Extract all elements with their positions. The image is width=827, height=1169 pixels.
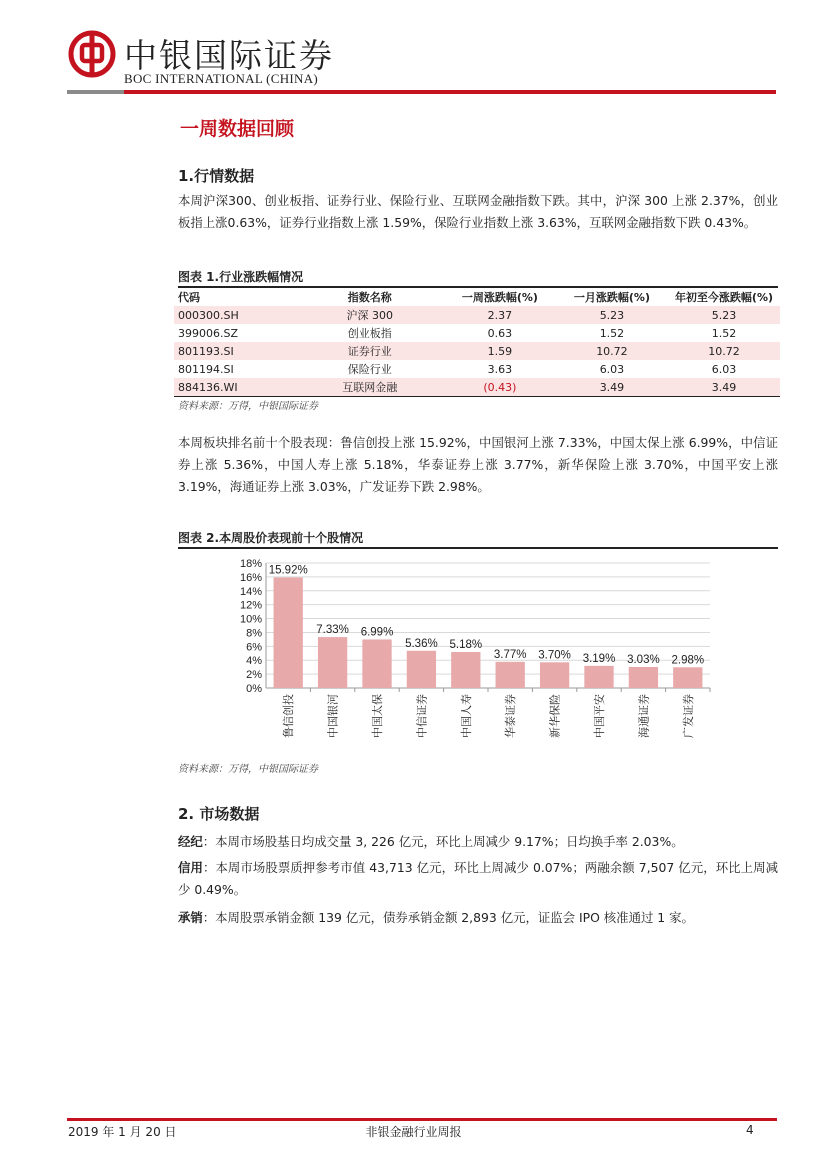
x-category-label: 中国人寿: [459, 694, 473, 738]
data-label: 3.70%: [538, 649, 571, 662]
table-cell: 创业板指: [347, 327, 392, 340]
boc-logo-icon: [68, 30, 116, 78]
section-title: 一周数据回顾: [180, 118, 295, 140]
bar: [584, 666, 613, 688]
brand-name-en: BOC INTERNATIONAL (CHINA): [124, 71, 319, 86]
table-cell: 互联网金融: [296, 378, 444, 397]
x-category-label: 中国太保: [371, 694, 384, 738]
table-cell: 1.52: [711, 326, 737, 340]
table-header-row: [174, 288, 780, 306]
bar: [407, 651, 436, 688]
data-label: 6.99%: [360, 626, 394, 639]
market-heading: 1.行情数据: [178, 167, 255, 185]
table-cell: 1.52: [599, 326, 625, 340]
table-header-cell: 指数名称: [347, 291, 392, 304]
table-cell: 沪深 300: [296, 306, 444, 324]
table-cell: 6.03: [711, 362, 737, 376]
underwriting-text: ：本周股票承销金额 139 亿元，债券承销金额 2,893 亿元，证监会 IPO 核准通过 1 家。: [202, 910, 694, 925]
y-tick-label: 0%: [246, 683, 262, 695]
x-category-label: 中国银河: [326, 694, 340, 738]
table-source-note: 资料来源：万得，中银国际证券: [178, 401, 318, 412]
market-paragraph: 本周沪深300、创业板指、证券行业、保险行业、互联网金融指数下跌。其中，沪深 300 上涨 2.37%，创业板指上涨0.63%，证券行业指数上涨 1.59%，保险行业指数上涨 3.63%，互联网金融指数下跌 0.43%。: [178, 193, 778, 230]
bar: [629, 667, 658, 688]
table-cell: 保险行业: [347, 363, 392, 376]
table-cell: 6.03: [599, 362, 625, 376]
table-cell: 000300.SH: [174, 306, 296, 324]
table-cell: 5.23: [556, 306, 668, 324]
table-cell: 0.63: [487, 326, 513, 340]
bar: [274, 577, 303, 688]
chart-figure-title: 图表 2.本周股价表现前十个股情况: [178, 531, 364, 545]
y-tick-label: 12%: [239, 599, 262, 612]
x-category-label: 海通证券: [637, 694, 651, 738]
table-header-cell: 一月涨跌幅(%): [573, 291, 650, 304]
underwriting-paragraph: [178, 907, 778, 929]
y-tick-label: 18%: [239, 558, 262, 570]
table-cell: 884136.WI: [174, 378, 296, 397]
table-row: [174, 324, 780, 342]
bar-chart: [178, 553, 738, 753]
industry-table: [174, 288, 780, 397]
page-number: 4: [746, 1123, 754, 1137]
brokerage-label: 经纪: [178, 834, 203, 849]
table-row: [174, 342, 780, 360]
x-category-label: 华泰证券: [504, 694, 518, 738]
data-label: 3.19%: [582, 652, 616, 665]
table-cell: 399006.SZ: [178, 326, 239, 340]
y-tick-label: 2%: [246, 669, 262, 682]
header-divider-red: [124, 90, 776, 94]
data-label: 5.36%: [405, 637, 438, 650]
brokerage-text: ：本周市场股基日均成交量 3, 226 亿元，环比上周减少 9.17%；日均换手率 2.03%。: [202, 834, 684, 849]
table-cell: 5.23: [668, 306, 780, 324]
table-cell: 2.37: [444, 306, 556, 324]
data-label: 3.77%: [493, 648, 527, 661]
table-cell: 1.59: [444, 342, 556, 360]
credit-text: ：本周市场股票质押参考市值 43,713 亿元，环比上周减少 0.07%；两融余额 7,507 亿元，环比上周减少 0.49%。: [178, 860, 779, 897]
bar: [318, 637, 347, 688]
x-category-label: 新华保险: [548, 694, 562, 738]
credit-label: 信用: [178, 860, 203, 875]
y-tick-label: 10%: [239, 613, 262, 626]
y-tick-label: 14%: [239, 585, 262, 598]
y-tick-label: 4%: [246, 655, 262, 668]
y-tick-label: 6%: [246, 641, 262, 654]
table-cell: 10.72: [556, 342, 668, 360]
table-cell: 证券行业: [296, 342, 444, 360]
table-row: [174, 360, 780, 378]
table-figure-title: 图表 1.行业涨跌幅情况: [178, 270, 304, 284]
bar: [451, 652, 480, 688]
y-tick-label: 16%: [239, 571, 262, 584]
table-cell-negative: (0.43): [444, 378, 556, 397]
x-category-label: 广发证券: [681, 694, 695, 738]
bar: [540, 662, 569, 688]
table-header-cell: 年初至今涨跌幅(%): [674, 291, 774, 304]
data-label: 3.03%: [627, 653, 660, 666]
x-category-label: 中国平安: [593, 694, 606, 738]
brokerage-paragraph: [178, 831, 778, 853]
table-header-cell: 一周涨跌幅(%): [461, 291, 538, 304]
data-label: 15.92%: [268, 564, 308, 577]
brand-name-cn: 中银国际证券: [124, 36, 334, 75]
table-row: [174, 306, 780, 324]
data-label: 2.98%: [671, 654, 705, 667]
data-label: 7.33%: [316, 624, 349, 637]
underwriting-label: 承销: [178, 910, 203, 925]
table-header-cell: 代码: [178, 291, 200, 304]
stocks-paragraph: 本周板块排名前十个股表现：鲁信创投上涨 15.92%，中国银河上涨 7.33%，中国太保上涨 6.99%，中信证券上涨 5.36%，中国人寿上涨 5.18%，华泰证券上涨 3.77%，新华保险上涨 3.70%，中国平安上涨 3.19%，海通证券上涨 3.03%，广发证券下跌 2.98%。: [178, 435, 778, 494]
table-cell: 3.49: [668, 378, 780, 397]
table-cell: 801193.SI: [174, 342, 296, 360]
credit-paragraph: [178, 857, 778, 901]
chart-source-note: 资料来源：万得，中银国际证券: [178, 764, 318, 775]
table-cell: 10.72: [668, 342, 780, 360]
x-category-label: 鲁信创投: [282, 694, 296, 738]
table-cell: 801194.SI: [178, 362, 234, 376]
bar: [673, 667, 702, 688]
bar: [496, 662, 525, 688]
footer-report-name: 非银金融行业周报: [365, 1125, 462, 1139]
data2-heading: 2. 市场数据: [178, 805, 260, 823]
footer-divider: [67, 1118, 777, 1121]
bar: [362, 639, 391, 688]
table-cell: 3.63: [487, 362, 513, 376]
chart-figure-rule: [178, 547, 778, 549]
data-label: 5.18%: [449, 639, 483, 652]
footer-date: 2019 年 1 月 20 日: [68, 1125, 177, 1139]
table-cell: 3.49: [556, 378, 668, 397]
x-category-label: 中信证券: [415, 694, 429, 738]
header-divider-gray: [67, 90, 124, 94]
y-tick-label: 8%: [246, 627, 262, 640]
table-row: [174, 378, 780, 397]
